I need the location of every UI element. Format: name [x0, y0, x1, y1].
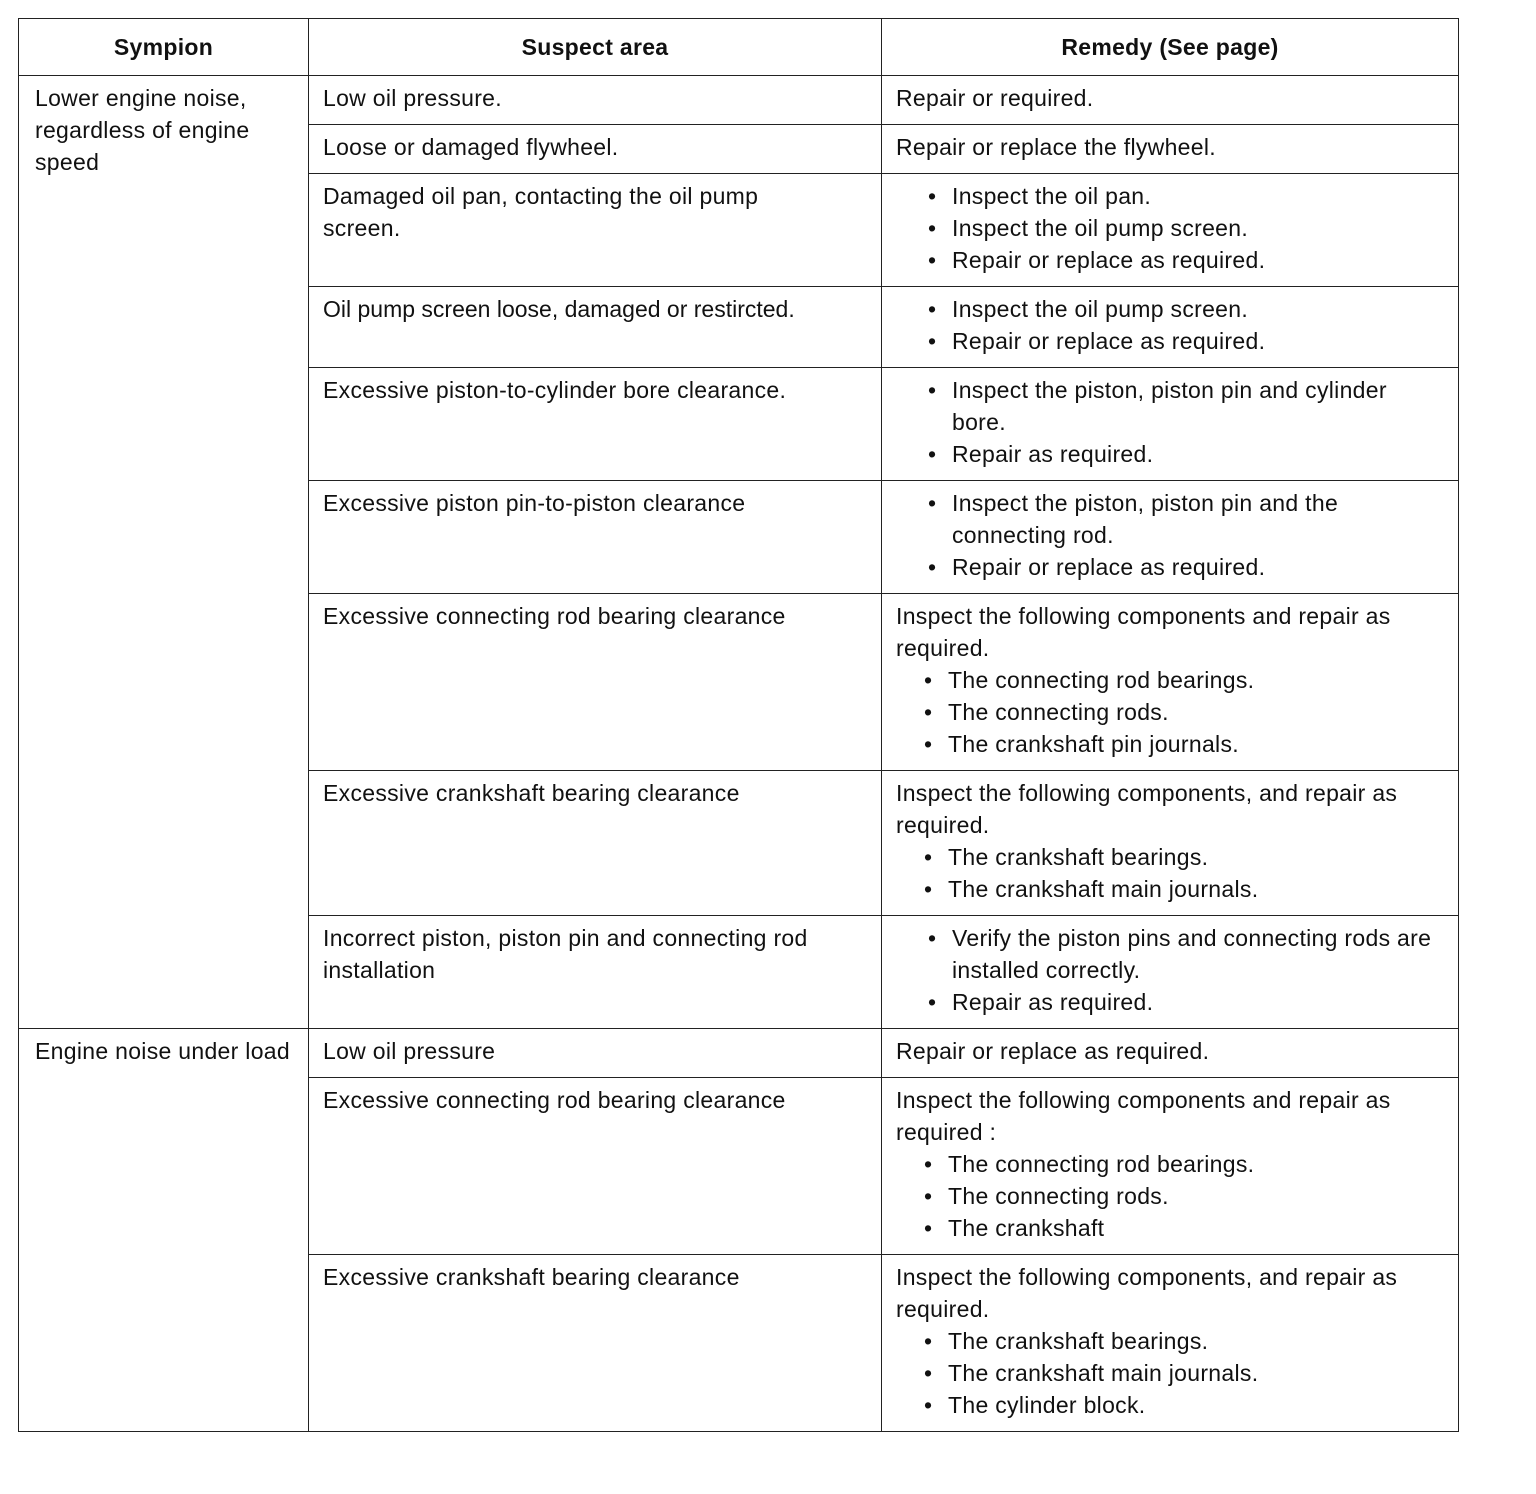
remedy-text: Repair or required.: [896, 85, 1094, 111]
remedy-cell: [882, 481, 1459, 594]
header-suspect-area: Suspect area: [309, 19, 882, 76]
remedy-intro: Inspect the following components, and repair as required.: [896, 780, 1398, 838]
list-item: • Inspect the oil pump screen.: [922, 293, 1446, 325]
remedy-cell: [882, 771, 1459, 916]
suspect-cell: Low oil pressure: [309, 1029, 882, 1078]
remedy-cell: [882, 916, 1459, 1029]
remedy-text: Repair or replace the flywheel.: [896, 134, 1216, 160]
suspect-cell: Incorrect piston, piston pin and connecting rod installation: [309, 916, 882, 1029]
remedy-list: [896, 1148, 1446, 1244]
list-item: • Repair or replace as required.: [922, 244, 1446, 276]
list-item: • Repair as required.: [922, 986, 1446, 1018]
header-symptom: Sympion: [19, 19, 309, 76]
remedy-cell: [882, 1255, 1459, 1432]
remedy-text: Repair or replace as required.: [896, 1038, 1210, 1064]
list-item: • Inspect the piston, piston pin and the connecting rod.: [922, 487, 1446, 551]
header-row: [19, 19, 1459, 76]
list-item: • The crankshaft bearings.: [918, 1325, 1446, 1357]
remedy-list: [896, 1325, 1446, 1421]
remedy-intro: Inspect the following components, and repair as required.: [896, 1264, 1398, 1322]
suspect-cell: Oil pump screen loose, damaged or restircted.: [309, 287, 882, 368]
list-item: • Inspect the oil pump screen.: [922, 212, 1446, 244]
troubleshooting-table: [18, 18, 1459, 1432]
suspect-cell: Excessive piston-to-cylinder bore clearance.: [309, 368, 882, 481]
suspect-cell: Low oil pressure.: [309, 76, 882, 125]
remedy-list: [896, 841, 1446, 905]
list-item: • Inspect the oil pan.: [922, 180, 1446, 212]
suspect-cell: Excessive crankshaft bearing clearance: [309, 1255, 882, 1432]
remedy-list: [896, 664, 1446, 760]
list-item: • The crankshaft main journals.: [918, 873, 1446, 905]
list-item: • Repair or replace as required.: [922, 325, 1446, 357]
remedy-intro: Inspect the following components and repair as required :: [896, 1087, 1391, 1145]
remedy-cell: [882, 1029, 1459, 1078]
list-item: • The connecting rods.: [918, 1180, 1446, 1212]
list-item: • The crankshaft main journals.: [918, 1357, 1446, 1389]
remedy-cell: [882, 125, 1459, 174]
list-item: • Verify the piston pins and connecting rods are installed correctly.: [922, 922, 1446, 986]
table-row: [19, 1029, 1459, 1078]
symptom-cell: Lower engine noise, regardless of engine speed: [19, 76, 309, 1029]
remedy-list: [896, 180, 1446, 276]
list-item: • Repair or replace as required.: [922, 551, 1446, 583]
remedy-cell: [882, 174, 1459, 287]
list-item: • The connecting rod bearings.: [918, 664, 1446, 696]
remedy-cell: [882, 76, 1459, 125]
remedy-intro: Inspect the following components and repair as required.: [896, 603, 1391, 661]
remedy-list: [896, 487, 1446, 583]
remedy-list: [896, 293, 1446, 357]
list-item: • The crankshaft pin journals.: [918, 728, 1446, 760]
suspect-cell: Excessive connecting rod bearing clearance: [309, 594, 882, 771]
remedy-cell: [882, 368, 1459, 481]
remedy-cell: [882, 287, 1459, 368]
header-remedy: Remedy (See page): [882, 19, 1459, 76]
remedy-list: [896, 374, 1446, 470]
symptom-cell: Engine noise under load: [19, 1029, 309, 1432]
remedy-cell: [882, 594, 1459, 771]
suspect-cell: Excessive connecting rod bearing clearance: [309, 1078, 882, 1255]
remedy-list: [896, 922, 1446, 1018]
remedy-cell: [882, 1078, 1459, 1255]
suspect-cell: Damaged oil pan, contacting the oil pump screen.: [309, 174, 882, 287]
list-item: • The crankshaft: [918, 1212, 1446, 1244]
list-item: • Inspect the piston, piston pin and cylinder bore.: [922, 374, 1446, 438]
suspect-cell: Excessive crankshaft bearing clearance: [309, 771, 882, 916]
table-row: [19, 76, 1459, 125]
list-item: • Repair as required.: [922, 438, 1446, 470]
list-item: • The crankshaft bearings.: [918, 841, 1446, 873]
suspect-cell: Excessive piston pin-to-piston clearance: [309, 481, 882, 594]
list-item: • The connecting rod bearings.: [918, 1148, 1446, 1180]
suspect-cell: Loose or damaged flywheel.: [309, 125, 882, 174]
list-item: • The cylinder block.: [918, 1389, 1446, 1421]
list-item: • The connecting rods.: [918, 696, 1446, 728]
